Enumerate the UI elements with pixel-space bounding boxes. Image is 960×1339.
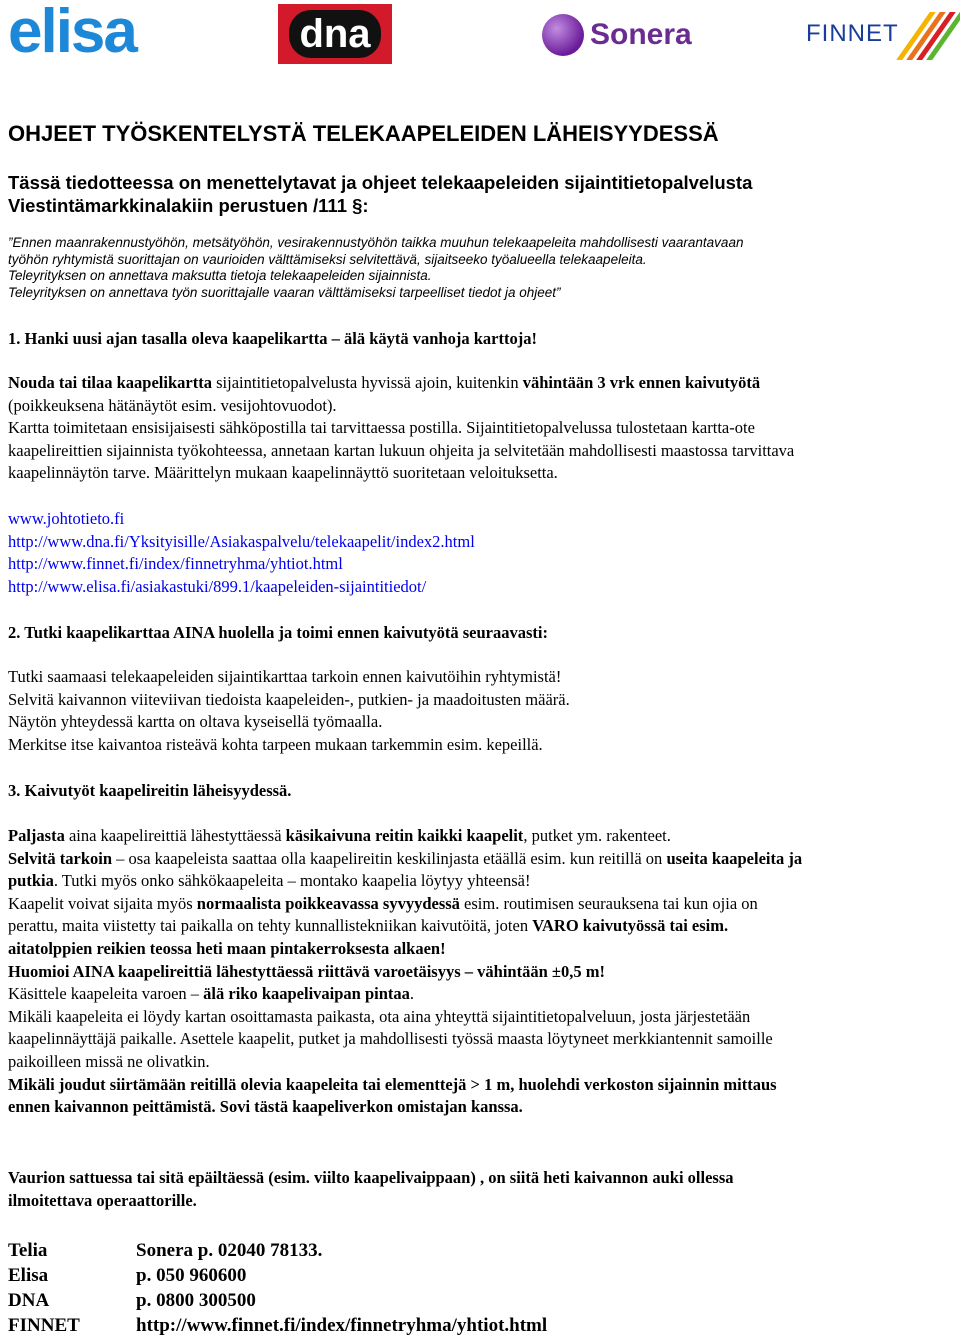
quote-line: ”Ennen maanrakennustyöhön, metsätyöhön, vesirakennustyöhön taikka muuhun telekaapeleita mahdollisesti vaarantavaan	[8, 235, 744, 250]
text: Mikäli kaapeleita ei löydy kartan osoittamasta paikasta, ota aina yhteyttä sijaintitietopalveluun, josta järjestetään	[8, 1006, 751, 1026]
contact-name: FINNET	[8, 1315, 80, 1336]
contact-row	[8, 1263, 547, 1288]
bold-text: älä riko kaapelivaipan pintaa	[203, 984, 410, 1004]
finnet-stripes-icon	[903, 12, 955, 56]
section2-heading	[8, 622, 956, 645]
dna-logo	[278, 4, 392, 64]
contact-row	[8, 1313, 547, 1338]
sonera-ball-icon	[542, 14, 584, 56]
text: perattu, maita viistetty tai paikalla on tehty kunnallistekniikan kaivutöitä, joten	[8, 916, 533, 936]
contact-name: DNA	[8, 1290, 50, 1311]
text: (poikkeuksena hätänäytöt esim. vesijohtovuodot).	[8, 395, 337, 415]
text: kaapelinnäytön tarve. Määrittelyn mukaan kaapelinnäyttö suoritetaan veloituksetta.	[8, 463, 558, 483]
subtitle	[8, 171, 956, 217]
quote-line: työhön ryhtymistä suorittajan on vaurioiden välttämiseksi selvitettävä, sijaitseeko työalueella telekaapeleita.	[8, 251, 647, 267]
bold-text: normaalista poikkeavassa syvyydessä	[196, 893, 460, 913]
contact-name: Elisa	[8, 1265, 49, 1286]
sonera-logo-text: Sonera	[590, 18, 692, 51]
section3-heading-text: 3. Kaivutyöt kaapelireitin läheisyydessä.	[8, 781, 292, 800]
subtitle-line: Viestintämarkkinalakiin perustuen /111 §:	[8, 195, 369, 216]
bold-text: Nouda tai tilaa kaapelikartta	[8, 373, 212, 392]
sonera-logo	[542, 14, 692, 56]
list-item: Merkitse itse kaivantoa risteävä kohta tarpeen mukaan tarkemmin esim. kepeillä.	[8, 734, 543, 754]
text: .	[409, 984, 415, 1004]
section3-body	[8, 825, 956, 1119]
section3-heading	[8, 780, 956, 803]
text: – osa kaapeleista saattaa olla kaapelireitin keskilinjasta etäällä esim. kun reitillä on	[112, 848, 667, 868]
text: aina kaapelireittiä lähestyttäessä	[64, 826, 286, 845]
bold-text: käsikaivuna reitin kaikki kaapelit	[285, 826, 524, 845]
text: esim. routimisen seurauksena tai kun ojia on	[459, 893, 758, 913]
quote-line: Teleyrityksen on annettava maksutta tietoja telekaapeleiden sijainnista.	[8, 268, 432, 283]
text: Kaapelit voivat sijaita myös	[8, 893, 197, 913]
bold-text: putkia	[8, 871, 54, 891]
link-dna[interactable]: http://www.dna.fi/Yksityisille/Asiakaspalvelu/telekaapelit/index2.html	[8, 531, 475, 551]
bold-text: VARO kaivutyössä tai esim.	[532, 916, 729, 936]
text: kaapelireittien sijainnista työkohteessa, annetaan kartan lukuun ohjeita ja selvitetään mahdollisesti maastossa tarvittava	[8, 440, 795, 460]
text: Kartta toimitetaan ensisijaisesti sähköpostilla tai tarvittaessa postilla. Sijaintitietopalvelussa tulostetaan kartta-ote	[8, 418, 755, 438]
logo-bar	[0, 0, 960, 75]
dna-logo-text: dna	[289, 10, 380, 58]
link-johtotieto[interactable]: www.johtotieto.fi	[8, 509, 125, 528]
contact-value: p. 0800 300500	[136, 1290, 256, 1311]
subtitle-line: Tässä tiedotteessa on menettelytavat ja ohjeet telekaapeleiden sijaintitietopalvelusta	[8, 172, 753, 193]
elisa-logo: elisa	[8, 0, 136, 66]
link-elisa[interactable]: http://www.elisa.fi/asiakastuki/899.1/kaapeleiden-sijaintitiedot/	[8, 576, 427, 596]
law-quote	[8, 235, 956, 301]
contact-row	[8, 1288, 547, 1313]
text: kaapelinnäyttäjä paikalle. Asettele kaapelit, putket ja mahdollisesti työssä maasta löytyneet merkkiantennit samoille	[8, 1029, 773, 1049]
section1-heading-text: 1. Hanki uusi ajan tasalla oleva kaapelikartta – älä käytä vanhoja karttoja!	[8, 329, 537, 348]
damage-notice	[8, 1167, 956, 1212]
text: Vaurion sattuessa tai sitä epäiltäessä (esim. viilto kaapelivaippaan) , on siitä heti kaivannon auki ollessa	[8, 1168, 734, 1187]
section1-p1	[8, 372, 956, 485]
link-list	[8, 508, 956, 598]
contact-row	[8, 1238, 547, 1263]
list-item: Selvitä kaivannon viiteviivan tiedoista kaapeleiden-, putkien- ja maadoitusten määrä.	[8, 689, 570, 709]
operator-contacts	[8, 1238, 547, 1338]
contact-value[interactable]: http://www.finnet.fi/index/finnetryhma/yhtiot.html	[136, 1315, 548, 1336]
contact-value: p. 050 960600	[136, 1265, 247, 1286]
section2-list	[8, 666, 956, 756]
contact-value: Sonera p. 02040 78133.	[136, 1240, 323, 1261]
bold-text: vähintään 3 vrk ennen kaivutyötä	[522, 373, 761, 392]
bold-text: Mikäli joudut siirtämään reitillä olevia kaapeleita tai elementtejä > 1 m, huolehdi verkoston sijainnin mittaus	[8, 1074, 777, 1094]
finnet-logo	[806, 12, 955, 56]
page-title: OHJEET TYÖSKENTELYSTÄ TELEKAAPELEIDEN LÄHEISYYDESSÄ	[8, 121, 719, 146]
contact-name: Telia	[8, 1240, 48, 1261]
text: , putket ym. rakenteet.	[523, 826, 671, 845]
text: ilmoitettava operaattorille.	[8, 1190, 197, 1210]
bold-text: ennen kaivannon peittämistä. Sovi tästä kaapeliverkon omistajan kanssa.	[8, 1097, 523, 1117]
quote-line: Teleyrityksen on annettava työn suorittajalle vaaran välttämiseksi tarpeelliset tiedot ja ohjeet”	[8, 284, 561, 300]
list-item: Tutki saamaasi telekaapeleiden sijaintikarttaa tarkoin ennen kaivutöihin ryhtymistä!	[8, 667, 562, 686]
text: sijaintitietopalvelusta hyvissä ajoin, kuitenkin	[211, 373, 523, 392]
text: . Tutki myös onko sähkökaapeleita – montako kaapelia löytyy yhteensä!	[53, 871, 531, 891]
section1-heading	[8, 328, 956, 351]
bold-text: Paljasta	[8, 826, 65, 845]
list-item: Näytön yhteydessä kartta on oltava kyseisellä työmaalla.	[8, 712, 383, 732]
bold-text: Huomioi AINA kaapelireittiä lähestyttäessä riittävä varoetäisyys – vähintään ±0,5 m!	[8, 961, 605, 981]
link-finnet[interactable]: http://www.finnet.fi/index/finnetryhma/yhtiot.html	[8, 554, 343, 574]
bold-text: aitatolppien reikien teossa heti maan pintakerroksesta alkaen!	[8, 938, 446, 958]
finnet-logo-text: FINNET	[806, 20, 899, 47]
bold-text: Selvitä tarkoin	[8, 848, 113, 868]
section2-heading-text: 2. Tutki kaapelikarttaa AINA huolella ja toimi ennen kaivutyötä seuraavasti:	[8, 623, 548, 642]
text: paikoilleen missä ne olivatkin.	[8, 1051, 210, 1071]
text: Käsittele kaapeleita varoen –	[8, 984, 204, 1004]
bold-text: useita kaapeleita ja	[666, 848, 803, 868]
